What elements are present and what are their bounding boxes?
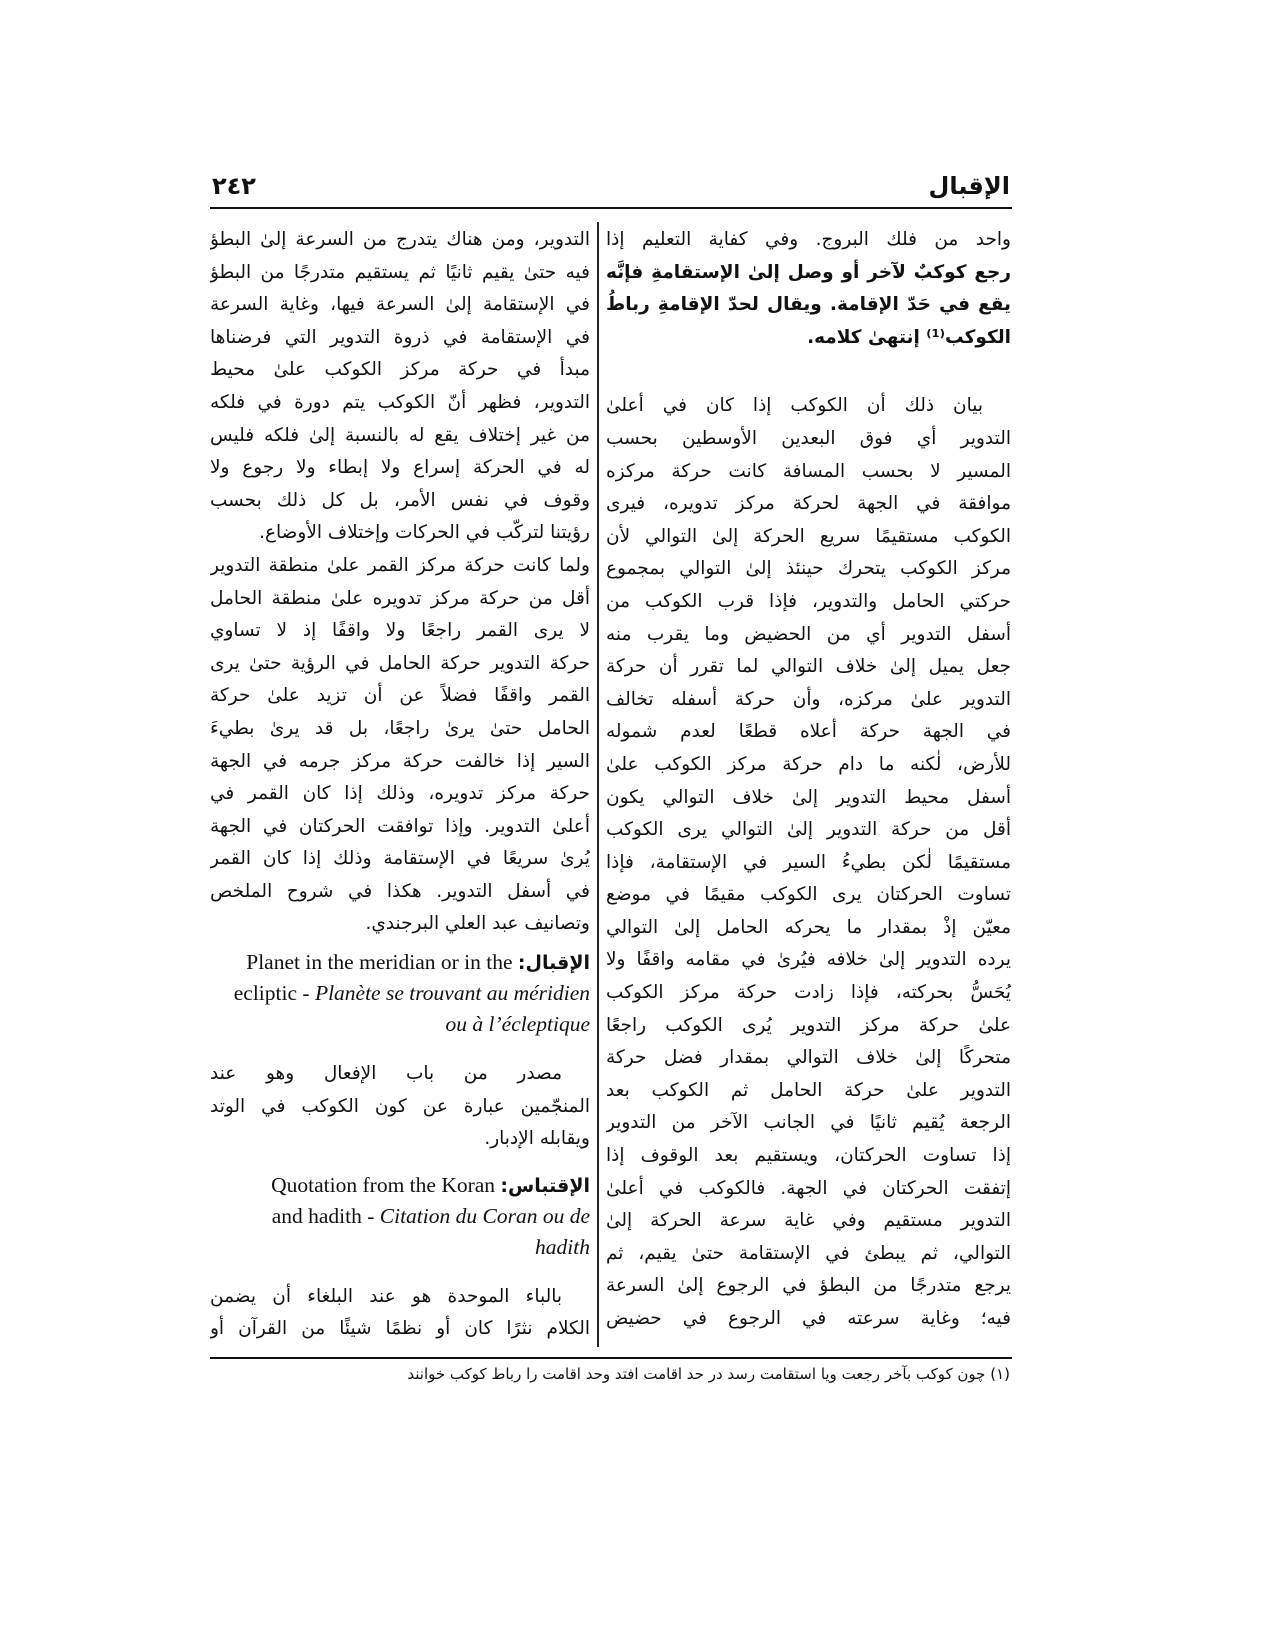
entry-french-gloss: Planète se trouvant au méridien [314, 981, 590, 1006]
text-line: فيه حتىٰ يقيم ثانيًا ثم يستقيم متدرجًا من البطؤ [210, 261, 590, 283]
entry-french-gloss: ou à l’écleptique [445, 1012, 590, 1037]
text-line: أعلىٰ التدوير. وإذا توافقت الحركتان في الجهة [210, 815, 590, 837]
text-line: متحركًا إلىٰ خلاف التوالي بمقدار فضل حركة [606, 1047, 1011, 1069]
text-line: الكوكب مستقيمًا سريع الحركة إلىٰ التوالي لأن [606, 525, 1011, 547]
footnote-rule [210, 1357, 1012, 1359]
text-line: له في الحركة إسراع ولا إبطاء ولا رجوع ولا [210, 457, 590, 479]
text-line: الكلام نثرًا كان أو نظمًا شيئًا من القرآن أو [210, 1318, 590, 1340]
text-line: السير إذا خالفت حركة مركز جرمه في الجهة [210, 750, 590, 772]
text-line: أسفل محيط التدوير إلىٰ خلاف التوالي يكون [606, 786, 1011, 808]
entry-english-gloss: Quotation from the Koran [271, 1172, 496, 1197]
text-line: القمر واقفًا فضلاً عن أن تزيد علىٰ حركة [210, 685, 590, 707]
text-line: رجع كوكبٌ لآخر أو وصل إلىٰ الإستقامةِ فإنَّه [606, 261, 1011, 283]
entry-english-gloss: ecliptic - [233, 981, 315, 1006]
text-line: يُحَسُّ بحركته، فإذا زادت حركة مركز الكوكب [606, 982, 1011, 1004]
text-line: رؤيتنا لتركّب في الحركات وإختلاف الأوضاع. [259, 522, 590, 544]
dictionary-entry [210, 947, 590, 1040]
text-line: حركتي الحامل والتدوير، فإذا قرب الكوكب من [606, 590, 1011, 612]
text-line: حركة التدوير حركة الحامل في الرؤية حتىٰ يرى [210, 652, 590, 674]
text-line: مصدر من باب الإفعال وهو عند [210, 1063, 562, 1085]
text-line: الحامل حتىٰ يرىٰ راجعًا، بل قد يرىٰ بطيءَ [210, 717, 590, 739]
text-line: في الإستقامة في ذروة التدوير التي فرضناها [210, 326, 590, 348]
text-line: التدوير علىٰ مركزه، وأن حركة أسفله تخالف [606, 688, 1011, 710]
text-line: مستقيمًا لٰكن بطيءُ السير في الإستقامة، فإذا [606, 851, 1011, 873]
text-line: يُرىٰ سريعًا في الإستقامة وذلك إذا كان القمر [210, 848, 590, 870]
text-line: المسير لا بحسب المسافة كانت حركة مركزه [606, 460, 1011, 482]
text-line: في الجهة حركة أعلاه قطعًا لعدم شموله [606, 721, 1011, 743]
text-line: التوالي، ثم يبطئ في الإستقامة حتىٰ يقيم، ثم [606, 1242, 1011, 1264]
text-line: التدوير مستقيم وفي غاية سرعة الحركة إلىٰ [606, 1210, 1011, 1232]
entry-term: الإقتباس: [500, 1174, 590, 1197]
text-line: معيّن إذْ بمقدار ما يحركه الحامل إلىٰ التوالي [606, 916, 1011, 938]
dictionary-entries [210, 947, 590, 1346]
text-line: المنجّمين عبارة عن كون الكوكب في الوتد [210, 1095, 590, 1117]
entry-heading-line [210, 1170, 590, 1201]
text-line: في أسفل التدوير. هكذا في شروح الملخص [210, 880, 590, 902]
text-line: أسفل التدوير أي من الحضيض وما يقرب منه [606, 623, 1011, 645]
header-rule [210, 207, 1012, 209]
entry-french-gloss: hadith [535, 1234, 590, 1259]
left-column [210, 224, 590, 1360]
text-line: واحد من فلك البروج. وفي كفاية التعليم إذا [606, 229, 1011, 250]
page-number: ٢٤٢ [212, 172, 256, 200]
text-line: في الإستقامة إلىٰ السرعة فيها، وغاية السرعة [210, 294, 590, 316]
text-line: الرجعة يُقيم ثانيًا في الجانب الآخر من التدوير [606, 1112, 1011, 1134]
text-line: الكوكب⁽¹⁾ إنتهىٰ كلامه. [807, 326, 1011, 348]
entry-heading-line [210, 947, 590, 978]
text-line: التدوير علىٰ حركة الحامل ثم الكوكب بعد [606, 1079, 1011, 1101]
entry-definition [210, 1281, 590, 1346]
left-paragraphs [210, 224, 590, 941]
text-line: وقوف في نفس الأمر، بل كل ذلك بحسب [210, 489, 590, 511]
text-line: التدوير، ومن هناك يتدرج من السرعة إلىٰ البطؤ [210, 229, 590, 250]
text-line: إذا تساوت الحركتان، ويستقيم بعد الوقوف إذا [606, 1145, 1011, 1167]
dictionary-entry [210, 1170, 590, 1263]
entry-gloss-line [210, 1009, 590, 1040]
text-line: من غير إختلاف يقع له بالنسبة إلىٰ فلكه فليس [210, 424, 590, 446]
right-column [606, 224, 1011, 1372]
entry-french-gloss: Citation du Coran ou de [379, 1203, 590, 1228]
text-line: لا يرى القمر راجعًا ولا واقفًا إذ لا تساوي [210, 620, 590, 642]
text-line: ولما كانت حركة مركز القمر علىٰ منطقة التدوير [210, 554, 590, 576]
paragraph [210, 224, 590, 941]
text-line: وتصانيف عبد العلي البرجندي. [365, 913, 590, 935]
text-line: إتفقت الحركتان في الجهة. فالكوكب في أعلىٰ [606, 1177, 1011, 1199]
entry-gloss-line [210, 978, 590, 1009]
paragraph [606, 390, 1011, 1335]
entry-term: الإقبال: [517, 952, 590, 975]
running-head-title: الإقبال [928, 172, 1010, 200]
text-line: يرده التدوير إلىٰ خلافه فيُرىٰ في مقامه واقفًا ولا [606, 949, 1011, 971]
text-line: التدوير، فظهر أنّ الكوكب يتم دورة في فلكه [210, 391, 590, 413]
text-line: أقل من حركة مركز تدويره علىٰ منطقة الحامل [210, 587, 590, 609]
text-line: التدوير أي فوق البعدين الأوسطين بحسب [606, 427, 1011, 449]
entry-gloss-line [210, 1232, 590, 1263]
text-line: فيه؛ وغاية سرعته في الرجوع في حضيض [606, 1308, 1011, 1329]
text-line: للأرض، لٰكنه ما دام حركة مركز الكوكب علىٰ [606, 753, 1011, 775]
text-line: يرجع متدرجًا من البطؤ في الرجوع إلىٰ السرعة [606, 1275, 1011, 1297]
entry-english-gloss: Planet in the meridian or in the [246, 950, 513, 975]
text-line: جعل يميل إلىٰ خلاف التوالي لما تقرر أن حركة [606, 656, 1011, 678]
text-line: ويقابله الإدبار. [484, 1128, 590, 1150]
text-line: علىٰ حركة مركز التدوير يُرى الكوكب راجعًا [606, 1014, 1011, 1036]
text-line: أقل من حركة التدوير إلىٰ التوالي يرى الكوكب [606, 819, 1011, 841]
text-line: مبدأ في حركة مركز الكوكب علىٰ محيط [210, 359, 590, 381]
text-line: يقع في حَدّ الإقامة. ويقال لحدّ الإقامةِ رباطُ [606, 294, 1011, 316]
text-line: بيان ذلك أن الكوكب إذا كان في أعلىٰ [606, 395, 983, 417]
entry-definition [210, 1058, 590, 1156]
text-line: مركز الكوكب يتحرك حينئذ إلىٰ التوالي بمجموع [606, 558, 1011, 580]
text-line: حركة مركز تدويره، وذلك إذا كان القمر في [210, 783, 590, 805]
text-line: تساوت الحركتان يرى الكوكب مقيمًا في موضع [606, 884, 1011, 906]
entry-gloss-line [210, 1201, 590, 1232]
column-divider [597, 222, 599, 1347]
text-line: موافقة في الجهة لحركة مركز تدويره، فيرى [606, 493, 1011, 515]
paragraph [606, 224, 1011, 354]
text-line: بالباء الموحدة هو عند البلغاء أن يضمن [210, 1285, 562, 1307]
entry-english-gloss: and hadith - [271, 1203, 380, 1228]
footnote: (١) چون كوكب بآخر رجعت ويا استقامت رسد در حد اقامت افتد وحد اقامت را رباط كوكب خوانند [407, 1365, 1010, 1383]
